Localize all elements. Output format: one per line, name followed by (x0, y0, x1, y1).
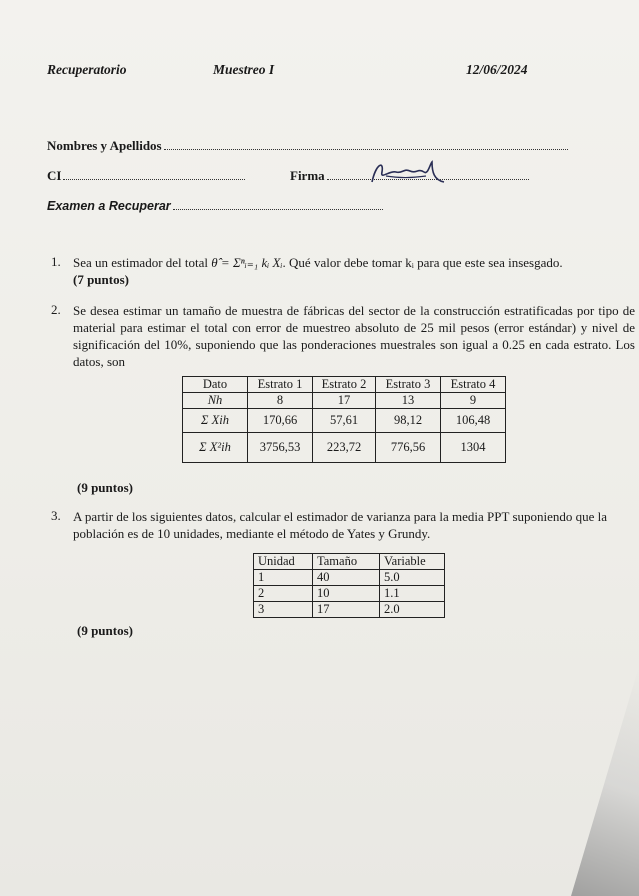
table-cell: Nh (183, 393, 248, 409)
q1-points: (7 puntos) (73, 272, 129, 287)
q1-number: 1. (51, 254, 61, 269)
table-cell: 1304 (441, 433, 506, 463)
field-ci (47, 168, 245, 184)
q1-text (73, 254, 623, 288)
table-cell: 5.0 (380, 570, 445, 586)
q1-formula: θ̂ = Σⁿᵢ₌₁ kᵢ Xᵢ (211, 255, 283, 270)
table-cell: 223,72 (313, 433, 376, 463)
table-cell: 3 (254, 602, 313, 618)
table-row (254, 586, 445, 602)
field-ci-line[interactable] (63, 169, 245, 180)
q2-points: (9 puntos) (77, 480, 133, 495)
table-cell: 57,61 (313, 409, 376, 433)
table-header: Estrato 2 (313, 377, 376, 393)
q1-text-before: Sea un estimador del total (73, 255, 212, 270)
table-cell: Σ Xih (183, 409, 248, 433)
table-cell: 40 (313, 570, 380, 586)
ppt-table (253, 553, 445, 618)
table-cell: 10 (313, 586, 380, 602)
table-cell: 3756,53 (248, 433, 313, 463)
table-header: Estrato 4 (441, 377, 506, 393)
table-cell: 8 (248, 393, 313, 409)
field-examen-line[interactable] (173, 199, 383, 210)
table-cell: 13 (376, 393, 441, 409)
table-cell: 2 (254, 586, 313, 602)
q3-text: A partir de los siguientes datos, calcular el estimador de varianza para la media PPT suponiendo que la población es de 10 unidades, mediante el método de Yates y Grundy. (73, 509, 608, 541)
field-examen-label: Examen a Recuperar (47, 199, 171, 213)
table-cell: 17 (313, 393, 376, 409)
field-nombres-line[interactable] (164, 139, 568, 150)
field-ci-label: CI (47, 168, 62, 183)
field-firma-label: Firma (290, 168, 325, 183)
table-cell: 106,48 (441, 409, 506, 433)
header-date: 12/06/2024 (466, 62, 528, 77)
table-cell: 17 (313, 602, 380, 618)
table-header: Variable (380, 554, 445, 570)
q2-text: Se desea estimar un tamaño de muestra de fábricas del sector de la construcción estratificadas por tipo de material para estimar el total con error de muestreo absoluto de 25 mil pesos (error estándar) y nivel de significación del 10%, suponiendo que las ponderaciones muestrales son igual a 0.25 en cada estrato. Los datos, son (73, 303, 635, 369)
table-cell: 1.1 (380, 586, 445, 602)
header-left: Recuperatorio (47, 62, 127, 77)
table-row (183, 393, 506, 409)
header-course: Muestreo I (213, 62, 275, 77)
q1-text-after: . Qué valor debe tomar kᵢ para que este sea insesgado. (282, 255, 563, 270)
table-cell: Σ X²ih (183, 433, 248, 463)
field-examen (47, 199, 383, 213)
table-cell: 98,12 (376, 409, 441, 433)
table-header: Unidad (254, 554, 313, 570)
q2-number: 2. (51, 302, 61, 317)
table-row (183, 409, 506, 433)
table-header: Estrato 3 (376, 377, 441, 393)
field-nombres-label: Nombres y Apellidos (47, 138, 162, 153)
table-row (254, 570, 445, 586)
table-row (183, 433, 506, 463)
table-cell: 9 (441, 393, 506, 409)
table-row (254, 602, 445, 618)
field-nombres (47, 138, 568, 154)
table-header: Estrato 1 (248, 377, 313, 393)
table-header: Dato (183, 377, 248, 393)
strata-table (182, 376, 506, 463)
signature-scribble (368, 158, 448, 188)
table-cell: 1 (254, 570, 313, 586)
photo-glare (559, 666, 639, 896)
q3-number: 3. (51, 508, 61, 523)
table-cell: 776,56 (376, 433, 441, 463)
table-row (254, 554, 445, 570)
table-header: Tamaño (313, 554, 380, 570)
table-row (183, 377, 506, 393)
table-cell: 2.0 (380, 602, 445, 618)
q3-points: (9 puntos) (77, 623, 133, 638)
table-cell: 170,66 (248, 409, 313, 433)
